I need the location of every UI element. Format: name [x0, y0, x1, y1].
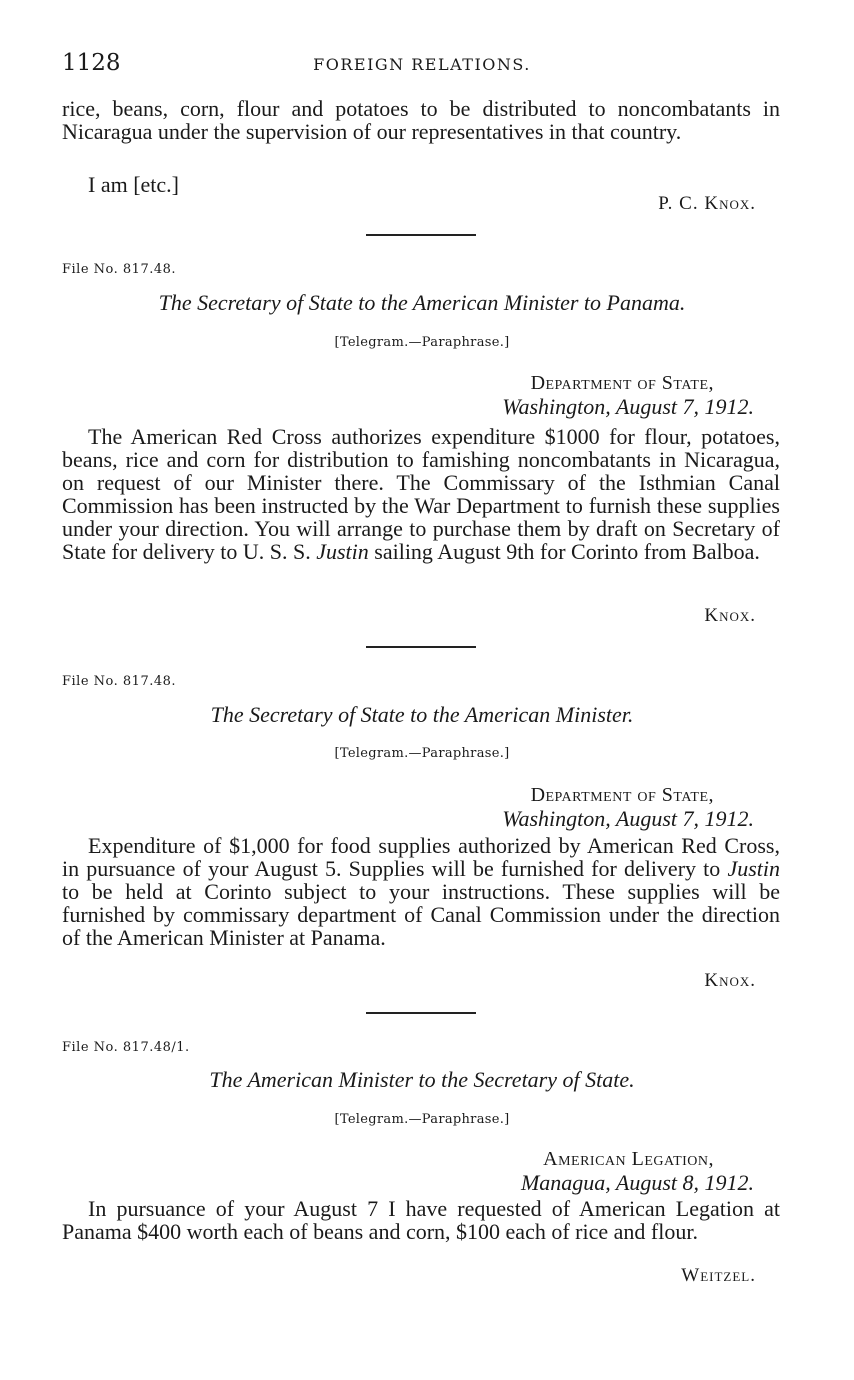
file-number: File No. 817.48/1.: [62, 1040, 190, 1055]
document-body: [62, 834, 780, 949]
body-text: to be held at Corinto subject to your instructions. These supplies will be furnished by commissary department of Canal Commission under the direction of the American Minister at Panama.: [62, 879, 780, 950]
document-subhead: [Telegram.—Paraphrase.]: [334, 1112, 510, 1127]
document-heading: The Secretary of State to the American Minister.: [210, 702, 634, 727]
signature: Knox.: [704, 970, 756, 991]
dateline-place: Department of State,: [530, 784, 714, 806]
running-title: FOREIGN RELATIONS.: [313, 55, 531, 74]
dateline-place: Department of State,: [530, 372, 714, 394]
ship-name: Justin: [727, 856, 780, 881]
file-number: File No. 817.48.: [62, 674, 177, 689]
document-body: [62, 425, 780, 563]
closing-formula: I am [etc.]: [88, 172, 179, 197]
signature: Knox.: [704, 605, 756, 626]
signature: P. C. Knox.: [658, 193, 756, 214]
dateline-place: American Legation,: [543, 1148, 714, 1170]
section-divider: [366, 234, 476, 236]
body-text: sailing August 9th for Corinto from Balboa.: [368, 539, 760, 564]
document-heading: The Secretary of State to the American Minister to Panama.: [158, 290, 686, 315]
document-subhead: [Telegram.—Paraphrase.]: [334, 335, 510, 350]
document-subhead: [Telegram.—Paraphrase.]: [334, 746, 510, 761]
ship-name: Justin: [316, 539, 369, 564]
running-head: [62, 50, 782, 80]
file-number: File No. 817.48.: [62, 262, 177, 277]
signature: Weitzel.: [681, 1265, 756, 1286]
document-heading: The American Minister to the Secretary of State.: [209, 1067, 635, 1092]
body-text: Expenditure of $1,000 for food supplies authorized by American Red Cross, in pursuance of your August 5. Supplies will be furnished for delivery to: [62, 833, 780, 881]
page-number: 1128: [62, 50, 121, 76]
section-divider: [366, 1012, 476, 1014]
section-divider: [366, 646, 476, 648]
document-body: In pursuance of your August 7 I have requested of American Legation at Panama $400 worth each of beans and corn, $100 each of rice and flour.: [62, 1196, 780, 1244]
dateline-date: Managua, August 8, 1912.: [520, 1170, 754, 1195]
body-text: The American Red Cross authorizes expenditure $1000 for flour, potatoes, beans, rice and corn for distribution to famishing noncombatants in Nicaragua, on request of our Minister there. The Commissary of the Isthmian Canal Commission has been instructed by the War Department to furnish these supplies under your direction. You will arrange to purchase them by draft on Secretary of State for delivery to U. S. S.: [62, 424, 780, 564]
dateline-date: Washington, August 7, 1912.: [502, 394, 754, 419]
dateline-date: Washington, August 7, 1912.: [502, 806, 754, 831]
continuation-paragraph: rice, beans, corn, flour and potatoes to be distributed to noncombatants in Nicaragua under the supervision of our representatives in that country.: [62, 96, 780, 144]
